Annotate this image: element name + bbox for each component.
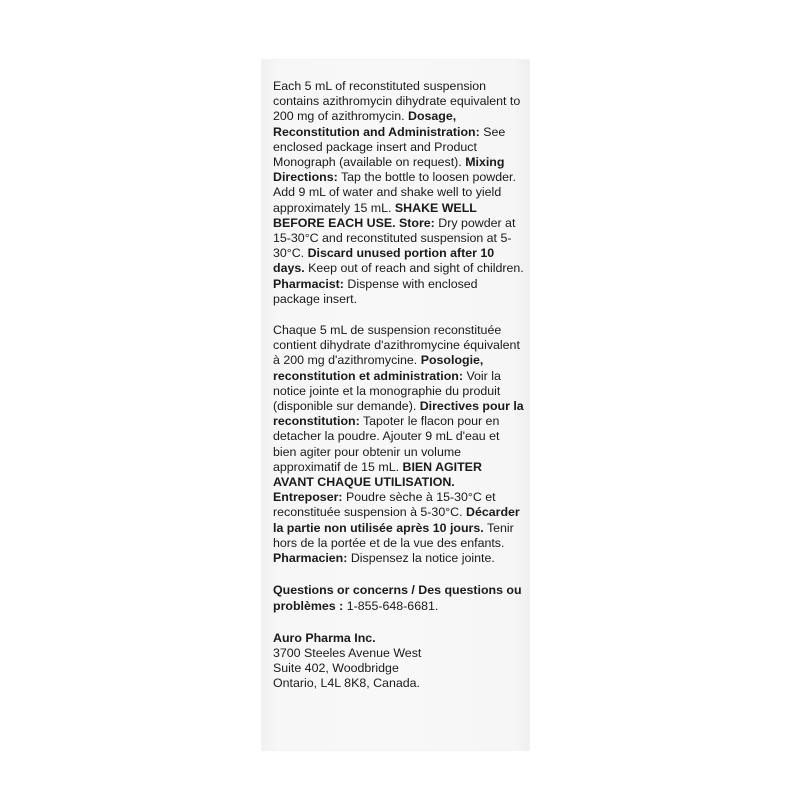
address-line-3: Ontario, L4L 8K8, Canada. xyxy=(273,676,420,691)
contact-phone: 1-855-648-6681. xyxy=(346,598,439,613)
french-agiter-label: BIEN AGITER AVANT CHAQUE UTILISATION. xyxy=(273,459,482,490)
english-store-text: Dry powder at 15-30°C and reconstituted suspension at 5-30°C. xyxy=(273,215,516,261)
english-pharmacist-label: Pharmacist: xyxy=(273,276,344,291)
french-posologie-text: Voir la notice jointe et la monographie du produit (disponible sur demande). xyxy=(273,368,501,414)
address-line-1: 3700 Steeles Avenue West xyxy=(273,645,422,660)
french-instructions xyxy=(273,323,525,566)
english-instructions xyxy=(273,79,525,307)
paragraph-spacer xyxy=(273,614,525,631)
english-discard-text: Keep out of reach and sight of children. xyxy=(308,261,524,276)
english-dosage-label: Dosage, Reconstitution and Administration: xyxy=(273,109,480,139)
french-directives-label: Directives pour la reconstitution: xyxy=(273,399,524,429)
paragraph-spacer xyxy=(273,307,525,323)
french-decarder-text: Tenir hors de la portée et de la vue des enfants. xyxy=(273,520,514,550)
french-entreposer-label: Entreposer: xyxy=(273,490,343,505)
english-discard-label: Discard unused portion after 10 days. xyxy=(273,246,495,276)
french-directives-text: Tapoter le flacon pour en detacher la poudre. Ajouter 9 mL d'eau et bien agiter pour obtenir un volume approximatif de 15 mL. xyxy=(273,414,500,474)
contact-block xyxy=(273,583,525,613)
english-mixing-label: Mixing Directions: xyxy=(273,155,505,185)
english-intro: Each 5 mL of reconstituted suspension contains azithromycin dihydrate equivalent to 200 mg of azithromycin. xyxy=(273,79,521,124)
french-pharmacien-text: Dispensez la notice jointe. xyxy=(350,551,495,566)
company-address-block xyxy=(273,631,525,692)
address-line-2: Suite 402, Woodbridge xyxy=(273,661,399,676)
company-name: Auro Pharma Inc. xyxy=(273,630,376,645)
french-intro: Chaque 5 mL de suspension reconstituée contient dihydrate d'azithromycine équivalent à 200 mg d'azithromycine. xyxy=(273,323,520,368)
english-store-label: Store: xyxy=(399,215,435,230)
french-entreposer-text: Poudre sèche à 15-30°C et reconstituée suspension à 5-30°C. xyxy=(273,490,496,520)
english-pharmacist-text: Dispense with enclosed package insert. xyxy=(273,276,478,306)
english-dosage-text: See enclosed package insert and Product Monograph (available on request). xyxy=(273,124,506,170)
french-pharmacien-label: Pharmacien: xyxy=(273,551,348,566)
contact-label: Questions or concerns / Des questions ou problèmes : xyxy=(273,583,522,613)
english-mixing-text: Tap the bottle to loosen powder. Add 9 mL of water and shake well to yield approximately 15 mL. xyxy=(273,170,516,215)
french-decarder-label: Décarder la partie non utilisée après 10 jours. xyxy=(273,505,520,535)
paragraph-spacer xyxy=(273,566,525,583)
french-posologie-label: Posologie, reconstitution et administration: xyxy=(273,353,484,383)
english-shake-label: SHAKE WELL BEFORE EACH USE. xyxy=(273,200,477,230)
label-text-column xyxy=(273,79,525,692)
